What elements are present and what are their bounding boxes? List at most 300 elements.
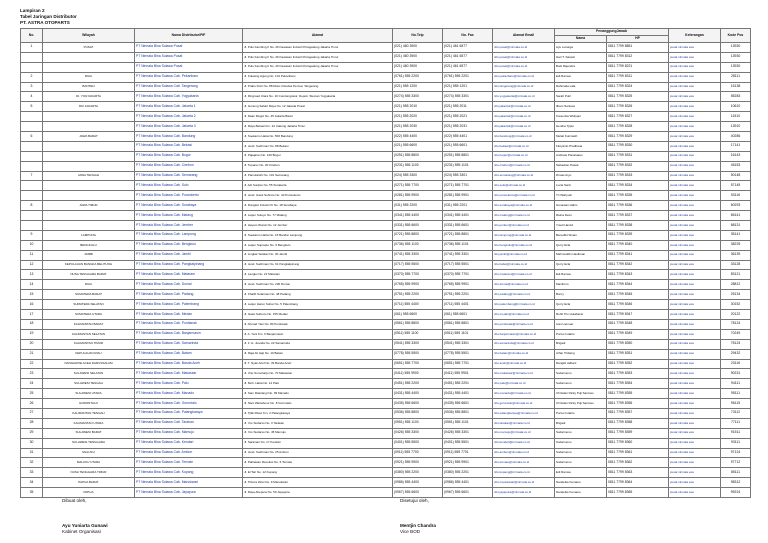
cell-kode-pos: 94111 [721,379,751,389]
cell-no: 11 [21,250,43,260]
cell-keterangan: pusat nirmala esa [669,230,721,240]
cell-hp: 0811 7799 8354 [607,379,669,389]
cell-nama: Lucia Santi [555,181,607,191]
cell-fax: (021) 461 6577 [443,62,493,72]
cell-alamat: Jl. Yos Sudarso No. 3 Tarakan [243,418,393,428]
cell-hp: 0811 7799 8359 [607,428,669,438]
cell-telp: (0711) 555 4400 [393,300,443,310]
cell-nama: Ivan Liemuar [555,319,607,329]
col-distributor: Nama Distributor/PIF [135,29,243,43]
cell-wilayah: RIAU [43,72,135,82]
cell-hp: 0811 7799 8360 [607,438,669,448]
cell-alamat: Jl. T. Nyak Arief No. 33 Banda Aceh [243,359,393,369]
table-row [21,418,751,428]
cell-no: 22 [21,359,43,369]
cell-wilayah: GORONTALO [43,399,135,409]
cell-keterangan: pusat nirmala esa [669,329,721,339]
cell-fax: (0451) 555 2201 [443,379,493,389]
cell-distributor: PT Nirmala Bina Sulawa Pusat [135,62,243,72]
cell-email: nbs.bogor@nirmala.co.id [493,151,555,161]
cell-nama: Manihoro [555,280,607,290]
cell-wilayah [43,221,135,231]
cell-telp: (021) 555 1200 [393,82,443,92]
cell-alamat: Jl. Ringroad Utara No. 10 Condongcatur, Depok, Sleman Yogyakarta [243,92,393,102]
cell-fax: (0331) 555 6601 [443,221,493,231]
cell-keterangan: pusat nirmala esa [669,102,721,112]
cell-distributor: PT Nirmala Bina Sulawa Cab. Gorontalo [135,399,243,409]
cell-no: 26 [21,399,43,409]
cell-no: 25 [21,389,43,399]
cell-alamat: Jl. Tjilik Riwut Km. 2 Palangkaraya [243,408,393,418]
cell-alamat: Jl. Raya Abepura No. 50 Jayapura [243,488,393,498]
cell-email: nbs.ambon@nirmala.co.id [493,448,555,458]
cell-telp: (0717) 555 5500 [393,260,443,270]
cell-alamat: Jl. Yos Sudarso No. 45 Mamuju [243,428,393,438]
cell-fax: (0511) 555 1101 [443,329,493,339]
cell-email: nbs.pusat@nirmala.co.id [493,43,555,53]
footer-left-signature [62,523,108,535]
cell-wilayah: SULAWESI BARAT [43,428,135,438]
cell-fax: (0426) 555 3301 [443,428,493,438]
cell-no: 21 [21,349,43,359]
cell-no: 35 [21,488,43,498]
cell-wilayah: PAPUA [43,488,135,498]
cell-wilayah: SULAWESI TENGGARA [43,438,135,448]
cell-kode-pos: 38225 [721,240,751,250]
table-row [21,132,751,142]
cell-fax: (0341) 555 4401 [443,211,493,221]
cell-kode-pos: 57145 [721,181,751,191]
cell-kode-pos: 17141 [721,141,751,151]
cell-hp: 0811 7799 8339 [607,230,669,240]
table-row [21,171,751,181]
cell-email: nbs.malang@nirmala.co.id [493,211,555,221]
cell-nama: Qorry Ecla [555,300,607,310]
cell-kode-pos: 78124 [721,319,751,329]
cell-keterangan: pusat nirmala esa [669,82,721,92]
table-row [21,408,751,418]
cell-telp: (021) 460 3900 [393,62,443,72]
cell-email: nbs.banjarmasin@nirmala.co.id [493,329,555,339]
cell-keterangan: pusat nirmala esa [669,151,721,161]
cell-email: nbs.aceh@nirmala.co.id [493,359,555,369]
cell-telp: (061) 555 6600 [393,310,443,320]
cell-wilayah [43,181,135,191]
cell-distributor: PT Nirmala Bina Sulawa Cab. Mamuju [135,428,243,438]
col-alamat: Alamat [243,29,393,43]
table-row [21,92,751,102]
col-keterangan: Keterangan [669,29,721,43]
cell-wilayah: DKI JAKARTA [43,102,135,112]
cell-email: nbs.pusat@nirmala.co.id [493,62,555,72]
cell-telp: (021) 555 2020 [393,112,443,122]
cell-fax: (0711) 555 4401 [443,300,493,310]
cell-no [21,141,43,151]
cell-hp: 0811 7799 8364 [607,478,669,488]
cell-hp: 0811 7799 8327 [607,112,669,122]
cell-no: 3 [21,82,43,92]
cell-nama: Bunry [555,290,607,300]
table-row [21,389,751,399]
cell-no: 31 [21,448,43,458]
cell-email: nbs.tarakan@nirmala.co.id [493,418,555,428]
table-row [21,230,751,240]
cell-kode-pos: 97124 [721,448,751,458]
cell-alamat: Jl. Ir. H. Juanda No. 22 Samarinda [243,339,393,349]
cell-kode-pos: 20122 [721,310,751,320]
table-row [21,181,751,191]
cell-hp: 0811 7799 8358 [607,418,669,428]
cell-alamat: Jl. Lingkar Selatan No. 30 Jambi [243,250,393,260]
cell-kode-pos: 65141 [721,211,751,221]
cell-email: nbs.lampung@nirmala.co.id [493,230,555,240]
cell-hp: 0811 7799 8338 [607,221,669,231]
cell-wilayah: SUMATERA UTARA [43,310,135,320]
cell-distributor: PT Nirmala Bina Sulawa Cab. Malang [135,211,243,221]
cell-email: nbs.jambi@nirmala.co.id [493,250,555,260]
cell-distributor: PT Nirmala Bina Sulawa Cab. Padang [135,290,243,300]
cell-email: nbs.jember@nirmala.co.id [493,221,555,231]
cell-fax: (0921) 555 9901 [443,458,493,468]
cell-telp: (0765) 555 9900 [393,280,443,290]
cell-email: nbs.bengkulu@nirmala.co.id [493,240,555,250]
cell-no: 5 [21,102,43,112]
cell-keterangan: pusat nirmala esa [669,428,721,438]
cell-fax: (0541) 555 3301 [443,339,493,349]
cell-email: nbs.jakarta3@nirmala.co.id [493,122,555,132]
cell-hp: 0811 7799 8343 [607,270,669,280]
cell-wilayah: MALUKU [43,448,135,458]
cell-nama: Qorry Ecla [555,240,607,250]
cell-email: nbs.manokwari@nirmala.co.id [493,478,555,488]
cell-nama: Nandeitie Kunaero [555,478,607,488]
cell-nama: Melati Kurniasih [555,132,607,142]
cell-hp: 0811 7799 8337 [607,211,669,221]
cell-keterangan: pusat nirmala esa [669,191,721,201]
cell-keterangan: pusat nirmala esa [669,448,721,458]
cell-hp: 0811 7799 8362 [607,458,669,468]
cell-fax: (0401) 555 5501 [443,438,493,448]
cell-distributor: PT Nirmala Bina Sulawa Cab. Jakarta 2 [135,112,243,122]
cell-nama: Sarah Putri [555,92,607,102]
cell-fax: (021) 555 2021 [443,112,493,122]
table-row [21,122,751,132]
cell-nama: Dimas Aryo [555,171,607,181]
cell-nama: Christian Dicky Puji Santoso [555,389,607,399]
cell-keterangan: pusat nirmala esa [669,211,721,221]
cell-kode-pos: 25134 [721,290,751,300]
table-row [21,102,751,112]
cell-telp: (022) 555 4400 [393,132,443,142]
cell-email: nbs.mamuju@nirmala.co.id [493,428,555,438]
cell-keterangan: pusat nirmala esa [669,290,721,300]
cell-email: nbs.bekasi@nirmala.co.id [493,141,555,151]
cell-telp: (0911) 555 7700 [393,448,443,458]
cell-email: nbs.pontianak@nirmala.co.id [493,319,555,329]
cell-wilayah [43,122,135,132]
cell-nama: Hari T. Sarwat [555,52,607,62]
cell-no: 13 [21,270,43,280]
cell-kode-pos: 13930 [721,62,751,72]
cell-nama: Christian Dicky Puji Santoso [555,399,607,409]
cell-hp: 0811 7799 8352 [607,359,669,369]
cell-keterangan: pusat nirmala esa [669,201,721,211]
cell-hp: 0811 7799 8325 [607,92,669,102]
cell-keterangan: pusat nirmala esa [669,359,721,369]
cell-nama: Nandeitie Kunaero [555,488,607,498]
cell-distributor: PT Nirmala Bina Sulawa Cab. Batam [135,349,243,359]
cell-telp: (0426) 555 3300 [393,428,443,438]
cell-nama: Sudarmono [555,438,607,448]
cell-keterangan: pusat nirmala esa [669,161,721,171]
cell-distributor: PT Nirmala Bina Sulawa Cab. Mataram [135,270,243,280]
cell-email: nbs.ternate@nirmala.co.id [493,458,555,468]
cell-no [21,151,43,161]
cell-email: nbs.kupang@nirmala.co.id [493,468,555,478]
cell-wilayah: DI. YOGYAKARTA [43,92,135,102]
cell-keterangan: pusat nirmala esa [669,43,721,53]
cell-distributor: PT Nirmala Bina Sulawa Cab. Pontianak [135,319,243,329]
cell-wilayah: JAWA TIMUR [43,201,135,211]
cell-nama: Rohit Trio Hutabarat [555,310,607,320]
cell-hp: 0811 7799 8340 [607,240,669,250]
cell-no: 15 [21,290,43,300]
cell-telp: (0986) 555 4400 [393,478,443,488]
cell-telp: (0231) 555 1100 [393,161,443,171]
cell-nama: Ilham Santoso [555,102,607,112]
cell-hp: 0811 7799 8221 [607,62,669,72]
table-row [21,250,751,260]
table-row [21,369,751,379]
table-row [21,151,751,161]
table-row [21,72,751,82]
cell-telp: (0341) 555 4400 [393,211,443,221]
cell-no: 18 [21,319,43,329]
cell-fax: (024) 555 3301 [443,171,493,181]
cell-kode-pos: 30152 [721,300,751,310]
cell-email: nbs.jakarta1@nirmala.co.id [493,102,555,112]
cell-distributor: PT Nirmala Bina Sulawa Cab. Banjarmasin [135,329,243,339]
approver-name: Mentjin Chandra [400,523,436,528]
cell-email: nbs.palu@nirmala.co.id [493,379,555,389]
cell-telp: (0761) 555 2200 [393,72,443,82]
table-row [21,52,751,62]
col-telp: No.Telp [393,29,443,43]
cell-telp: (0401) 555 5500 [393,438,443,448]
cell-distributor: PT Nirmala Bina Sulawa Cab. Medan [135,310,243,320]
cell-no: 1 [21,43,43,53]
cell-fax: (0411) 555 9901 [443,369,493,379]
cell-distributor: PT Nirmala Bina Sulawa Cab. Tarakan [135,418,243,428]
table-row [21,240,751,250]
cell-wilayah [43,141,135,151]
cell-nama: Qorry Ecla [555,260,607,270]
cell-keterangan: pusat nirmala esa [669,319,721,329]
cell-wilayah: KALIMANTAN TENGAH [43,408,135,418]
cell-no: 2 [21,72,43,82]
cell-keterangan: pusat nirmala esa [669,221,721,231]
cell-nama: Tri Wahyudi [555,191,607,201]
cell-keterangan: pusat nirmala esa [669,369,721,379]
cell-email: nbs.yogyakarta@nirmala.co.id [493,92,555,102]
cell-kode-pos: 10610 [721,102,751,112]
cell-distributor: PT Nirmala Bina Sulawa Cab. Yogyakarta [135,92,243,102]
table-row [21,448,751,458]
cell-hp: 0811 7799 8324 [607,82,669,92]
cell-keterangan: pusat nirmala esa [669,141,721,151]
cell-fax: (021) 555 2011 [443,102,493,112]
cell-alamat: Jl. Saranani No. 17 Kendari [243,438,393,448]
cell-telp: (021) 460 3900 [393,52,443,62]
table-row [21,270,751,280]
approved-by-caption: Disetujui oleh, [400,498,429,503]
cell-fax: (021) 461 6577 [443,52,493,62]
cell-email: nbs.kendari@nirmala.co.id [493,438,555,448]
cell-hp: 0811 7799 8357 [607,408,669,418]
cell-fax: (0536) 555 8801 [443,408,493,418]
cell-telp: (0541) 555 3300 [393,339,443,349]
cell-hp: 0811 7799 8355 [607,389,669,399]
table-title: Tabel Jaringan Distributor [20,13,77,19]
cell-kode-pos: 35141 [721,230,751,240]
cell-keterangan: pusat nirmala esa [669,250,721,260]
cell-telp: (0551) 555 1100 [393,418,443,428]
cell-telp: (024) 555 3300 [393,171,443,181]
cell-kode-pos: 29432 [721,349,751,359]
table-row [21,300,751,310]
cell-fax: (0561) 555 8801 [443,319,493,329]
cell-distributor: PT Nirmala Bina Sulawa Cab. Jakarta 1 [135,102,243,112]
cell-telp: (0741) 555 3300 [393,250,443,260]
cell-alamat: Jl. Adi Sucipto No. 55 Surakarta [243,181,393,191]
cell-wilayah [43,112,135,122]
cell-alamat: Jl. Rungkut Industri III No. 18 Surabaya [243,201,393,211]
cell-keterangan: pusat nirmala esa [669,488,721,498]
cell-keterangan: pusat nirmala esa [669,270,721,280]
cell-hp: 0811 7799 8334 [607,181,669,191]
cell-nama: Andreas Panatuaan [555,151,607,161]
cell-email: nbs.jayapura@nirmala.co.id [493,488,555,498]
cell-hp: 0811 7799 8344 [607,280,669,290]
footer-right-signature [400,523,436,535]
col-no: No. [21,29,43,43]
cell-kode-pos: 55283 [721,92,751,102]
cell-telp: (0431) 555 4400 [393,389,443,399]
cell-distributor: PT Nirmala Bina Sulawa Cab. Dumai [135,280,243,290]
cell-no: 24 [21,379,43,389]
cell-alamat: Jl. Ahmad Yani No. 80 Pontianak [243,319,393,329]
cell-fax: (0281) 555 9901 [443,191,493,201]
cell-distributor: PT Nirmala Bina Sulawa Cab. Manado [135,389,243,399]
cell-nama: Hendra Tjipto [555,122,607,132]
cell-wilayah: RIAU [43,280,135,290]
table-row [21,468,751,478]
cell-telp: (021) 555 2030 [393,122,443,132]
cell-distributor: PT Nirmala Bina Sulawa Cab. Pekanbaru [135,72,243,82]
cell-nama: Kresentia Widiyani [555,112,607,122]
cell-alamat: Jl. Pahlawan Revolusi No. 6 Ternate [243,458,393,468]
cell-distributor: PT Nirmala Bina Sulawa Pusat [135,43,243,53]
cell-wilayah: PUSAT [43,43,135,53]
cell-email: nbs.jakarta2@nirmala.co.id [493,112,555,122]
cell-hp: 0811 7799 8351 [607,349,669,359]
cell-keterangan: pusat nirmala esa [669,240,721,250]
cell-email: nbs.purwokerto@nirmala.co.id [493,191,555,201]
cell-email: nbs.surabaya@nirmala.co.id [493,201,555,211]
cell-distributor: PT Nirmala Bina Sulawa Cab. Palu [135,379,243,389]
cell-no: 17 [21,310,43,320]
cell-telp: (031) 555 2200 [393,201,443,211]
cell-kode-pos: 93111 [721,438,751,448]
cell-alamat: Jl. Raya Bekasi Km. 22 Cakung Jakarta Timur [243,122,393,132]
cell-fax: (021) 555 2031 [443,122,493,132]
cell-no [21,191,43,201]
cell-hp: 0811 7799 8851 [607,43,669,53]
cell-nama: Gunawan Halim [555,201,607,211]
cell-no: 27 [21,408,43,418]
table-row [21,478,751,488]
cell-telp: (0536) 555 8800 [393,408,443,418]
company-name: PT. ASTRA OTOPARTS [20,19,70,25]
cell-telp: (021) 555 6600 [393,141,443,151]
cell-telp: (0921) 555 9900 [393,458,443,468]
cell-email: nbs.medan@nirmala.co.id [493,310,555,320]
cell-distributor: PT Nirmala Bina Sulawa Cab. Makassar [135,369,243,379]
cell-alamat: Jl. Prabu Putri No. 88 Ruko Cibodas Permai, Tangerang [243,82,393,92]
cell-no: 33 [21,468,43,478]
cell-fax: (021) 461 6577 [443,43,493,53]
table-row [21,458,751,468]
footer-left [62,498,87,504]
cell-fax: (021) 555 6601 [443,141,493,151]
preparer-role: Kabinet Organisasi [62,528,101,534]
cell-alamat: Jl. Trikora Wosi No. 9 Manokwari [243,478,393,488]
table-row [21,112,751,122]
cell-hp: 0811 7799 8332 [607,161,669,171]
cell-nama: Sudarmono [555,369,607,379]
cell-alamat: Jl. Pajajaran No. 120 Bogor [243,151,393,161]
cell-no: 4 [21,92,43,102]
table-row [21,161,751,171]
cell-distributor: PT Nirmala Bina Sulawa Cab. Bengkulu [135,240,243,250]
cell-hp: 0811 7799 8311 [607,72,669,82]
cell-wilayah: JAMBI [43,250,135,260]
cell-fax: (0911) 555 7701 [443,448,493,458]
cell-hp: 0811 7799 8348 [607,319,669,329]
cell-telp: (0736) 555 1100 [393,240,443,250]
table-row [21,310,751,320]
cell-nama: Mahmuddin Hasibuan [555,250,607,260]
footer-right [400,498,429,504]
cell-alamat: Jl. Kulasing Agung No. 101 Pekanbaru [243,72,393,82]
cell-wilayah: BENGKULU [43,240,135,250]
cell-nama: Brigadi [555,339,607,349]
col-fax: No. Fax [443,29,493,43]
cell-email: nbs.babel@nirmala.co.id [493,260,555,270]
cell-hp: 0811 7799 8333 [607,171,669,181]
cell-keterangan: pusat nirmala esa [669,389,721,399]
cell-nama: Ratna Dewi [555,211,607,221]
table-header-row [21,29,751,36]
cell-distributor: PT Nirmala Bina Sulawa Cab. Ambon [135,448,243,458]
cell-alamat: Jl. Letjen Sutoyo No. 77 Malang [243,211,393,221]
cell-hp: 0811 7799 8342 [607,260,669,270]
cell-email: nbs.pekanbaru@nirmala.co.id [493,72,555,82]
cell-hp: 0811 7799 8341 [607,250,669,260]
cell-fax: (0370) 555 7701 [443,270,493,280]
distributor-table [20,28,751,498]
cell-nama: Arfan Tridaing [555,349,607,359]
